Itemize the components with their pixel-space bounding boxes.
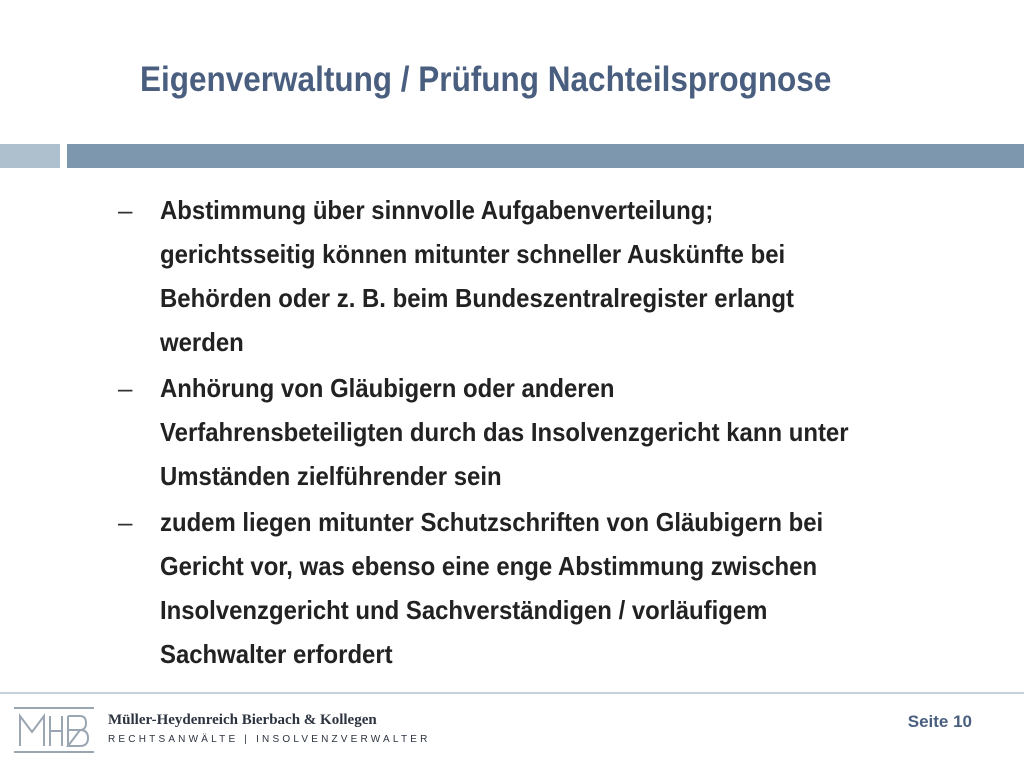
bullet-text: zudem liegen mitunter Schutzschriften von Gläubigern bei Gericht vor, was ebenso eine enge Abstimmung zwischen Insolvenzgericht und Sachverständigen / vorläufigem Sachwalter erfordert xyxy=(160,507,824,669)
bullet-list xyxy=(118,188,998,678)
bullet-text: Anhörung von Gläubigern oder anderen Verfahrensbeteiligten durch das Insolvenzgericht kann unter Umständen zielführender sein xyxy=(160,373,849,491)
page-number: Seite 10 xyxy=(907,712,972,731)
list-item xyxy=(118,500,998,676)
bullet-text: Abstimmung über sinnvolle Aufgabenverteilung; gerichtsseitig können mitunter schneller Auskünfte bei Behörden oder z. B. beim Bundeszentralregister erlangt werden xyxy=(160,195,795,357)
mhb-logo-icon xyxy=(14,706,94,754)
header-bar-accent xyxy=(0,144,60,168)
company-tagline: RECHTSANWÄLTE | INSOLVENZVERWALTER xyxy=(108,734,431,745)
bullet-dash: – xyxy=(118,507,133,537)
footer-divider xyxy=(0,692,1024,694)
header-bar xyxy=(67,144,1024,168)
slide-title: Eigenverwaltung / Prüfung Nachteilsprognose xyxy=(140,60,832,99)
list-item xyxy=(118,366,998,498)
bullet-dash: – xyxy=(118,195,133,225)
bullet-dash: – xyxy=(118,373,133,403)
list-item xyxy=(118,188,998,364)
company-name: Müller-Heydenreich Bierbach & Kollegen xyxy=(108,712,377,728)
